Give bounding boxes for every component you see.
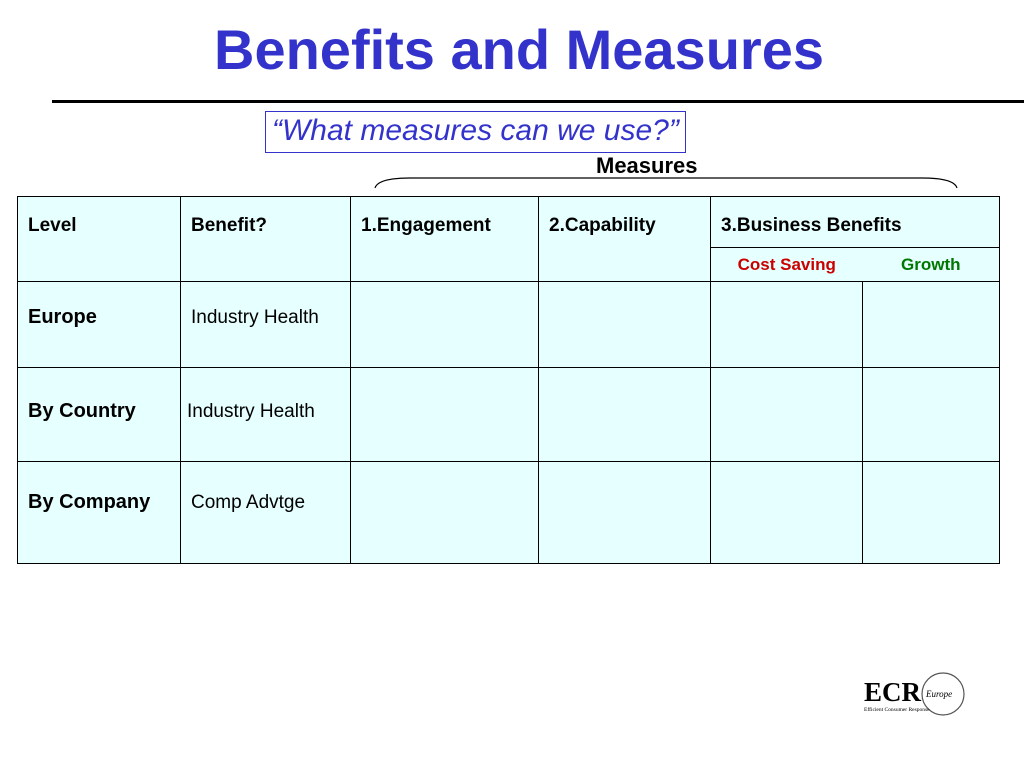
slide-title: Benefits and Measures <box>214 18 824 81</box>
question-box: “What measures can we use?” <box>265 111 686 153</box>
measures-table <box>17 196 1000 564</box>
cell-cost-saving <box>711 462 863 564</box>
ecr-europe-logo <box>862 668 972 722</box>
row-level: By Company <box>18 462 181 564</box>
title-divider <box>52 100 1024 103</box>
cell-growth <box>863 462 1000 564</box>
header-engagement: 1.Engagement <box>351 197 539 282</box>
cell-growth <box>863 368 1000 462</box>
cell-capability <box>539 368 711 462</box>
cell-cost-saving <box>711 368 863 462</box>
row-level: By Country <box>18 368 181 462</box>
cell-cost-saving <box>711 282 863 368</box>
cell-capability <box>539 462 711 564</box>
header-growth: Growth <box>863 248 1000 282</box>
table-row <box>18 368 1000 462</box>
svg-text:ECR: ECR <box>864 677 922 707</box>
cell-engagement <box>351 462 539 564</box>
row-level: Europe <box>18 282 181 368</box>
row-benefit: Comp Advtge <box>181 462 351 564</box>
row-benefit: Industry Health <box>181 368 351 462</box>
svg-text:Efficient Consumer Response: Efficient Consumer Response <box>864 707 930 713</box>
table-row <box>18 462 1000 564</box>
header-level: Level <box>18 197 181 282</box>
measures-label: Measures <box>596 153 698 178</box>
measures-brace <box>370 172 962 190</box>
cell-capability <box>539 282 711 368</box>
row-benefit: Industry Health <box>181 282 351 368</box>
header-cost-saving: Cost Saving <box>711 248 863 282</box>
header-business-benefits: 3.Business Benefits <box>711 197 1000 248</box>
svg-text:Europe: Europe <box>926 689 953 699</box>
cell-engagement <box>351 282 539 368</box>
cell-growth <box>863 282 1000 368</box>
header-capability: 2.Capability <box>539 197 711 282</box>
cell-engagement <box>351 368 539 462</box>
table-row <box>18 282 1000 368</box>
header-benefit: Benefit? <box>181 197 351 282</box>
